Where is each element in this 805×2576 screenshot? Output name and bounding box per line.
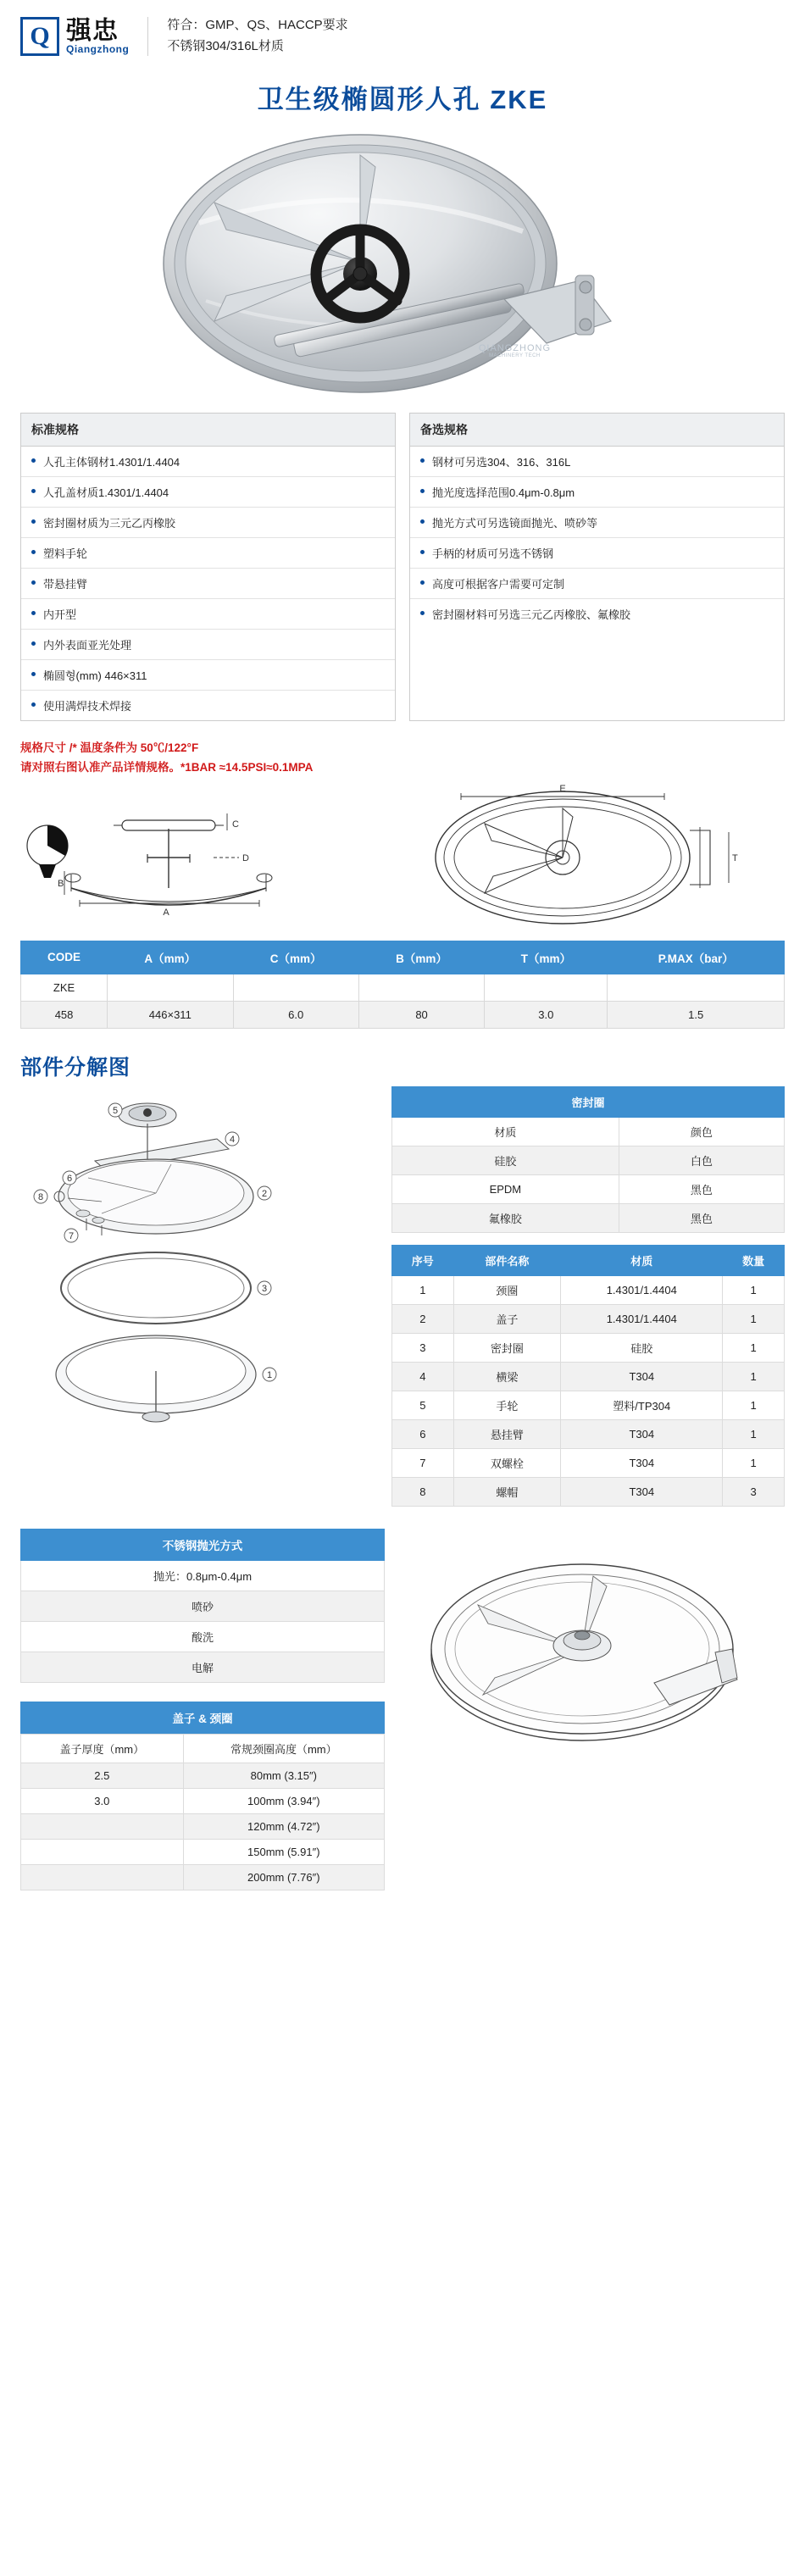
logo-icon [20, 17, 59, 56]
table-row [392, 1203, 785, 1232]
callout-6 [63, 1171, 76, 1185]
list-item: 人孔主体钢材1.4301/1.4404 [21, 447, 395, 477]
table-row [392, 1275, 785, 1304]
list-item: 塑料手轮 [21, 538, 395, 569]
callout-8 [34, 1190, 47, 1203]
seal-table-title: 密封圈 [392, 1086, 785, 1117]
table-cell: 458 [21, 1001, 108, 1028]
table-cell: 1.5 [608, 1001, 785, 1028]
callout-1 [263, 1368, 276, 1381]
manway-illustration [106, 121, 699, 401]
seal-material-table [391, 1086, 785, 1233]
table-cell [233, 974, 358, 1001]
table-cell [608, 974, 785, 1001]
parts-tables [391, 1086, 785, 1507]
table-cell: 白色 [619, 1146, 784, 1174]
table-cell: 硅胶 [561, 1333, 723, 1362]
list-item: 带悬挂臂 [21, 569, 395, 599]
table-cell: 1.4301/1.4404 [561, 1275, 723, 1304]
table-cell: 1 [723, 1333, 785, 1362]
table-row: 酸洗 [20, 1622, 385, 1652]
optional-spec-heading: 备选规格 [410, 414, 784, 447]
svg-text:4: 4 [229, 1134, 236, 1145]
exploded-section-title: 部件分解图 [20, 1055, 131, 1080]
table-cell: 1 [392, 1275, 454, 1304]
list-item: 高度可根据客户需要可定制 [410, 569, 784, 599]
table-cell: 6.0 [233, 1001, 358, 1028]
table-cell: 1 [723, 1448, 785, 1477]
list-item: 抛光度选择范围0.4μm-0.8μm [410, 477, 784, 508]
dimension-label-b: B [58, 878, 64, 889]
table-cell: 密封圈 [453, 1333, 561, 1362]
svg-text:3: 3 [261, 1283, 268, 1294]
table-cell: 446×311 [108, 1001, 233, 1028]
dimension-label-d: D [242, 852, 249, 863]
logo-chinese-name: 强忠 [66, 16, 119, 45]
dimension-label-a: A [163, 907, 169, 918]
table-row [392, 1333, 785, 1362]
table-cell [358, 974, 484, 1001]
column-header: A（mm） [108, 941, 233, 974]
table-cell: 黑色 [619, 1174, 784, 1203]
table-cell: 5 [392, 1391, 454, 1419]
perspective-drawing [400, 1529, 785, 1890]
polish-table-title: 不锈钢抛光方式 [20, 1529, 385, 1561]
table-cell: 手轮 [453, 1391, 561, 1419]
brand-logo [20, 17, 148, 56]
callout-3 [258, 1281, 271, 1295]
table-cell: 6 [392, 1419, 454, 1448]
table-cell: T304 [561, 1477, 723, 1506]
svg-text:5: 5 [112, 1105, 119, 1116]
table-row [21, 1763, 385, 1788]
table-row: 电解 [20, 1652, 385, 1683]
table-cell: 1 [723, 1275, 785, 1304]
list-item: 内外表面亚光处理 [21, 630, 395, 660]
column-header: 数量 [723, 1245, 785, 1275]
column-header: 盖子厚度（mm） [21, 1734, 184, 1763]
watermark-line-1: QIANGZHONG [478, 342, 551, 353]
callout-2 [258, 1186, 271, 1200]
list-item: 抛光方式可另选镜面抛光、喷砂等 [410, 508, 784, 538]
table-cell: 悬挂臂 [453, 1419, 561, 1448]
callout-4 [225, 1132, 239, 1146]
logo-english-name: Qiangzhong [66, 43, 130, 56]
table-cell [21, 1813, 184, 1839]
svg-text:1: 1 [266, 1369, 273, 1380]
bottom-section [0, 1529, 805, 1890]
table-row [392, 1146, 785, 1174]
table-row [392, 1419, 785, 1448]
table-header-row [21, 941, 785, 974]
dimension-label-c: C [232, 819, 239, 830]
exploded-section [0, 1086, 805, 1507]
list-item: 人孔盖材质1.4301/1.4404 [21, 477, 395, 508]
watermark-line-2: MACHINERY TECH [489, 353, 541, 358]
column-header: T（mm） [485, 941, 608, 974]
table-cell: 横梁 [453, 1362, 561, 1391]
list-item: 密封圈材料可另选三元乙丙橡胶、氟橡胶 [410, 599, 784, 629]
table-cell: 120mm (4.72″) [183, 1813, 384, 1839]
table-cell: 4 [392, 1362, 454, 1391]
table-cell: 硅胶 [392, 1146, 619, 1174]
table-cell [21, 1864, 184, 1890]
table-cell: 1 [723, 1391, 785, 1419]
table-cell: 螺帽 [453, 1477, 561, 1506]
table-cell: 氟橡胶 [392, 1203, 619, 1232]
header-line-1: 符合：GMP、QS、HACCP要求 [167, 18, 348, 32]
table-row [392, 1117, 785, 1146]
column-header: 常规颈圈高度（mm） [183, 1734, 384, 1763]
list-item: 密封圈材质为三元乙丙橡胶 [21, 508, 395, 538]
table-cell: T304 [561, 1419, 723, 1448]
watermark [479, 343, 551, 358]
table-cell: ZKE [21, 974, 108, 1001]
exploded-diagram [20, 1086, 376, 1442]
dimension-label-e: E [559, 783, 566, 794]
table-cell: 黑色 [619, 1203, 784, 1232]
table-row [21, 1864, 385, 1890]
table-header-row [21, 1734, 385, 1763]
capacity-table [20, 1734, 385, 1890]
logo-letter: Q [30, 21, 50, 50]
svg-text:6: 6 [66, 1173, 73, 1184]
table-cell: 8 [392, 1477, 454, 1506]
parts-list-table [391, 1245, 785, 1507]
table-cell: 80mm (3.15″) [183, 1763, 384, 1788]
table-row [392, 1174, 785, 1203]
table-row: 喷砂 [20, 1591, 385, 1622]
column-header: 材质 [392, 1117, 619, 1146]
logo-wordmark [66, 18, 129, 55]
table-row [21, 1839, 385, 1864]
table-row [21, 1788, 385, 1813]
header-certifications [167, 15, 347, 58]
column-header: CODE [21, 941, 108, 974]
table-cell: 1 [723, 1304, 785, 1333]
table-cell: 80 [358, 1001, 484, 1028]
table-cell: EPDM [392, 1174, 619, 1203]
page-title: 卫生级椭圆形人孔 ZKE [257, 84, 548, 114]
table-cell: 2.5 [21, 1763, 184, 1788]
table-cell: 7 [392, 1448, 454, 1477]
column-header: 部件名称 [453, 1245, 561, 1275]
technical-drawings [0, 780, 805, 932]
polish-and-capacity [20, 1529, 385, 1890]
table-header-row [392, 1245, 785, 1275]
table-header-row [392, 1086, 785, 1117]
dimension-label-t: T [732, 852, 738, 863]
table-cell: 3 [723, 1477, 785, 1506]
table-row [392, 1391, 785, 1419]
table-row: 抛光：0.8μm-0.4μm [20, 1561, 385, 1591]
table-cell: 1 [723, 1419, 785, 1448]
table-row [392, 1448, 785, 1477]
list-item: 使用满焊技术焊接 [21, 691, 395, 720]
table-cell: 颈圈 [453, 1275, 561, 1304]
table-cell: 盖子 [453, 1304, 561, 1333]
code-dimension-table [20, 941, 785, 1029]
table-cell: 1 [723, 1362, 785, 1391]
specification-section [0, 413, 805, 721]
column-header: C（mm） [233, 941, 358, 974]
table-cell: 3 [392, 1333, 454, 1362]
column-header: B（mm） [358, 941, 484, 974]
svg-text:2: 2 [261, 1188, 268, 1199]
table-cell [21, 1839, 184, 1864]
dimension-drawing [20, 780, 785, 932]
table-cell [485, 974, 608, 1001]
svg-text:7: 7 [68, 1230, 75, 1241]
table-cell: 1.4301/1.4404 [561, 1304, 723, 1333]
optional-spec-table [409, 413, 785, 721]
standard-spec-table [20, 413, 396, 721]
table-row [21, 1001, 785, 1028]
table-row [392, 1477, 785, 1506]
table-cell: T304 [561, 1362, 723, 1391]
dimension-note [0, 738, 805, 774]
header-line-2: 不锈钢304/316L材质 [167, 38, 284, 53]
list-item: 内开型 [21, 599, 395, 630]
list-item: 钢材可另选304、316、316L [410, 447, 784, 477]
table-cell: 双螺栓 [453, 1448, 561, 1477]
note-line-1: 规格尺寸 /* 温度条件为 50℃/122°F [20, 741, 199, 754]
table-cell: 2 [392, 1304, 454, 1333]
column-header: 材质 [561, 1245, 723, 1275]
capacity-table-title: 盖子 & 颈圈 [20, 1702, 385, 1734]
table-cell: 塑料/TP304 [561, 1391, 723, 1419]
exploded-illustration [20, 1086, 359, 1442]
table-row [21, 974, 785, 1001]
table-row [392, 1362, 785, 1391]
table-cell: 150mm (5.91″) [183, 1839, 384, 1864]
callout-7 [64, 1229, 78, 1242]
table-row [392, 1304, 785, 1333]
table-cell [108, 974, 233, 1001]
product-hero-image [0, 121, 805, 401]
list-item: 手柄的材质可另选不锈钢 [410, 538, 784, 569]
table-cell: T304 [561, 1448, 723, 1477]
list-item: 椭圆형(mm) 446×311 [21, 660, 395, 691]
table-cell: 100mm (3.94″) [183, 1788, 384, 1813]
svg-text:8: 8 [37, 1191, 44, 1202]
note-line-2: 请对照右图认准产品详情规格。*1BAR ≈14.5PSI≈0.1MPA [20, 760, 314, 774]
callout-5 [108, 1103, 122, 1117]
standard-spec-heading: 标准规格 [21, 414, 395, 447]
manway-perspective-illustration [400, 1529, 764, 1783]
table-cell: 3.0 [21, 1788, 184, 1813]
table-row [21, 1813, 385, 1839]
page-header [0, 0, 805, 66]
table-cell: 200mm (7.76″) [183, 1864, 384, 1890]
column-header: 颜色 [619, 1117, 784, 1146]
column-header: 序号 [392, 1245, 454, 1275]
table-cell: 3.0 [485, 1001, 608, 1028]
column-header: P.MAX（bar） [608, 941, 785, 974]
